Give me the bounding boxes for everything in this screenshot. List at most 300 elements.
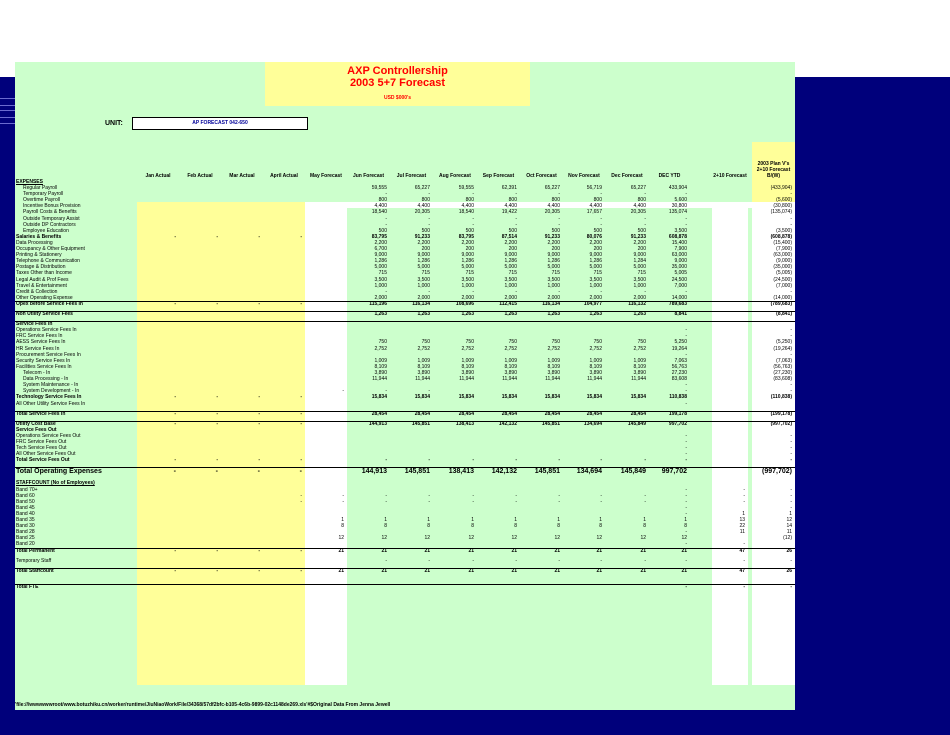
cell-value[interactable]: 3,500 xyxy=(417,277,430,283)
cell-value[interactable]: 1,000 xyxy=(589,283,602,289)
cell-value[interactable]: 1,009 xyxy=(633,358,646,364)
cell-value[interactable]: 21 xyxy=(640,548,646,554)
cell-value[interactable]: (19,264) xyxy=(773,346,792,352)
cell-value[interactable]: 8,109 xyxy=(461,364,474,370)
cell-value[interactable]: 5,000 xyxy=(633,264,646,270)
cell-value[interactable]: - xyxy=(258,394,260,400)
cell-value[interactable]: - xyxy=(790,352,792,358)
cell-value[interactable]: 7,063 xyxy=(674,358,687,364)
cell-value[interactable]: 5,005 xyxy=(674,270,687,276)
cell-value[interactable]: 4,400 xyxy=(633,203,646,209)
cell-value[interactable]: 3,500 xyxy=(374,277,387,283)
cell-value[interactable]: - xyxy=(385,499,387,505)
cell-value[interactable]: 1,000 xyxy=(461,283,474,289)
cell-value[interactable]: 715 xyxy=(593,270,602,276)
cell-value[interactable]: 80,076 xyxy=(586,234,602,240)
cell-value[interactable]: - xyxy=(174,411,176,417)
cell-value[interactable]: - xyxy=(300,421,302,427)
cell-value[interactable]: - xyxy=(216,457,218,463)
cell-value[interactable]: 116,134 xyxy=(542,301,560,307)
cell-value[interactable]: 1,263 xyxy=(504,311,517,317)
cell-value[interactable]: 2,000 xyxy=(504,295,517,301)
cell-value[interactable]: 800 xyxy=(551,197,560,203)
cell-value[interactable]: (7,900) xyxy=(776,246,792,252)
cell-value[interactable]: 138,413 xyxy=(455,421,474,427)
cell-value[interactable]: - xyxy=(258,457,260,463)
cell-value[interactable]: - xyxy=(644,457,646,463)
cell-value[interactable]: - xyxy=(300,411,302,417)
cell-value[interactable]: 750 xyxy=(421,339,430,345)
unit-value[interactable]: AP FORECAST 042-650 xyxy=(132,117,308,130)
cell-value[interactable]: 1,263 xyxy=(461,311,474,317)
cell-value[interactable]: 3,890 xyxy=(547,370,560,376)
cell-value[interactable]: (35,000) xyxy=(773,264,792,270)
cell-value[interactable]: 8 xyxy=(557,523,560,529)
cell-value[interactable]: 5,250 xyxy=(674,339,687,345)
cell-value[interactable]: 11,944 xyxy=(502,376,517,382)
cell-value[interactable]: 1,009 xyxy=(417,358,430,364)
cell-value[interactable]: 500 xyxy=(465,228,474,234)
cell-value[interactable]: 200 xyxy=(421,246,430,252)
cell-value[interactable]: - xyxy=(515,457,517,463)
cell-value[interactable]: - xyxy=(558,493,560,499)
cell-value[interactable]: - xyxy=(258,421,260,427)
cell-value[interactable]: - xyxy=(342,493,344,499)
cell-value[interactable]: 65,227 xyxy=(630,185,646,191)
cell-value[interactable]: 21 xyxy=(424,568,430,574)
cell-value[interactable]: - xyxy=(790,388,792,394)
cell-value[interactable]: 11 xyxy=(786,529,792,535)
cell-value[interactable]: 3,500 xyxy=(547,277,560,283)
cell-value[interactable]: - xyxy=(428,457,430,463)
cell-value[interactable]: - xyxy=(558,499,560,505)
cell-value[interactable]: - xyxy=(174,548,176,554)
cell-value[interactable]: 2,200 xyxy=(417,240,430,246)
cell-value[interactable]: 5,000 xyxy=(461,264,474,270)
cell-value[interactable]: - xyxy=(600,216,602,222)
cell-value[interactable]: - xyxy=(685,451,687,457)
cell-value[interactable]: - xyxy=(685,493,687,499)
cell-value[interactable]: 8 xyxy=(427,523,430,529)
cell-value[interactable]: - xyxy=(385,457,387,463)
cell-value[interactable]: - xyxy=(790,433,792,439)
cell-value[interactable]: 27,230 xyxy=(671,370,687,376)
cell-value[interactable]: (997,702) xyxy=(762,468,792,475)
cell-value[interactable]: - xyxy=(173,468,176,475)
cell-value[interactable]: 2,200 xyxy=(633,240,646,246)
cell-value[interactable]: - xyxy=(472,289,474,295)
cell-value[interactable]: (30,800) xyxy=(773,203,792,209)
cell-value[interactable]: 3,500 xyxy=(589,277,602,283)
cell-value[interactable]: - xyxy=(790,584,792,590)
cell-value[interactable]: (135,074) xyxy=(770,209,792,215)
cell-value[interactable]: - xyxy=(790,333,792,339)
cell-value[interactable]: 12 xyxy=(786,517,792,523)
cell-value[interactable]: - xyxy=(743,487,745,493)
cell-value[interactable]: - xyxy=(558,558,560,564)
cell-value[interactable]: 14,000 xyxy=(671,295,687,301)
cell-value[interactable]: - xyxy=(515,216,517,222)
cell-value[interactable]: 116,132 xyxy=(628,301,646,307)
cell-value[interactable]: 9,000 xyxy=(374,252,387,258)
cell-value[interactable]: 715 xyxy=(637,270,646,276)
cell-value[interactable]: 2,752 xyxy=(589,346,602,352)
cell-value[interactable]: 21 xyxy=(681,548,687,554)
cell-value[interactable]: - xyxy=(174,421,176,427)
cell-value[interactable]: 59,555 xyxy=(458,185,474,191)
cell-value[interactable]: - xyxy=(685,401,687,407)
cell-value[interactable]: 145,851 xyxy=(404,468,430,475)
cell-value[interactable]: - xyxy=(385,493,387,499)
cell-value[interactable]: (12) xyxy=(783,535,792,541)
cell-value[interactable]: 22 xyxy=(739,523,745,529)
cell-value[interactable]: 800 xyxy=(421,197,430,203)
cell-value[interactable]: 1,009 xyxy=(547,358,560,364)
cell-value[interactable]: - xyxy=(558,289,560,295)
cell-value[interactable]: - xyxy=(472,457,474,463)
cell-value[interactable]: - xyxy=(174,234,176,240)
cell-value[interactable]: (5,005) xyxy=(776,270,792,276)
cell-value[interactable]: 144,913 xyxy=(368,421,387,427)
cell-value[interactable]: 2,200 xyxy=(547,240,560,246)
cell-value[interactable]: 8 xyxy=(599,523,602,529)
cell-value[interactable]: 789,683 xyxy=(668,301,687,307)
cell-value[interactable]: 2,200 xyxy=(589,240,602,246)
cell-value[interactable]: 8,109 xyxy=(633,364,646,370)
cell-value[interactable]: 21 xyxy=(381,548,387,554)
cell-value[interactable]: (3,500) xyxy=(776,228,792,234)
cell-value[interactable]: 15,834 xyxy=(586,394,602,400)
cell-value[interactable]: (199,178) xyxy=(770,411,792,417)
cell-value[interactable]: - xyxy=(216,394,218,400)
cell-value[interactable]: 2,752 xyxy=(547,346,560,352)
cell-value[interactable]: 2,000 xyxy=(547,295,560,301)
cell-value[interactable]: 26 xyxy=(786,568,792,574)
cell-value[interactable]: 145,851 xyxy=(411,421,430,427)
cell-value[interactable]: 83,795 xyxy=(371,234,387,240)
cell-value[interactable]: 200 xyxy=(637,246,646,252)
cell-value[interactable]: 608,878 xyxy=(668,234,687,240)
cell-value[interactable]: - xyxy=(743,584,745,590)
cell-value[interactable]: 2,752 xyxy=(461,346,474,352)
cell-value[interactable]: 12 xyxy=(468,535,474,541)
cell-value[interactable]: - xyxy=(216,548,218,554)
cell-value[interactable]: - xyxy=(790,558,792,564)
cell-value[interactable]: 1,286 xyxy=(504,258,517,264)
cell-value[interactable]: (5,250) xyxy=(776,339,792,345)
cell-value[interactable]: 2,000 xyxy=(633,295,646,301)
cell-value[interactable]: 1 xyxy=(742,511,745,517)
cell-value[interactable]: 12 xyxy=(511,535,517,541)
cell-value[interactable]: - xyxy=(644,289,646,295)
cell-value[interactable]: 2,200 xyxy=(374,240,387,246)
cell-value[interactable]: 19,264 xyxy=(671,346,687,352)
cell-value[interactable]: 9,000 xyxy=(547,252,560,258)
cell-value[interactable]: 15,834 xyxy=(371,394,387,400)
cell-value[interactable]: - xyxy=(428,499,430,505)
cell-value[interactable]: 83,608 xyxy=(671,376,687,382)
cell-value[interactable]: - xyxy=(743,541,745,547)
cell-value[interactable]: - xyxy=(558,216,560,222)
cell-value[interactable]: 21 xyxy=(468,548,474,554)
cell-value[interactable]: 21 xyxy=(640,568,646,574)
cell-value[interactable]: 21 xyxy=(381,568,387,574)
cell-value[interactable]: (8,841) xyxy=(776,311,792,317)
cell-value[interactable]: 91,233 xyxy=(414,234,430,240)
cell-value[interactable]: 715 xyxy=(378,270,387,276)
cell-value[interactable]: 116,134 xyxy=(412,301,430,307)
cell-value[interactable]: 1,009 xyxy=(589,358,602,364)
cell-value[interactable]: - xyxy=(428,493,430,499)
cell-value[interactable]: 1,000 xyxy=(504,283,517,289)
cell-value[interactable]: - xyxy=(600,289,602,295)
cell-value[interactable]: 145,849 xyxy=(620,468,646,475)
cell-value[interactable]: - xyxy=(685,584,687,590)
cell-value[interactable]: 145,851 xyxy=(534,468,560,475)
cell-value[interactable]: - xyxy=(685,558,687,564)
cell-value[interactable]: 1,263 xyxy=(417,311,430,317)
cell-value[interactable]: - xyxy=(515,289,517,295)
cell-value[interactable]: (110,838) xyxy=(770,394,792,400)
cell-value[interactable]: 135,074 xyxy=(668,209,687,215)
cell-value[interactable]: 15,834 xyxy=(544,394,560,400)
cell-value[interactable]: (27,230) xyxy=(773,370,792,376)
cell-value[interactable]: 3,890 xyxy=(633,370,646,376)
cell-value[interactable]: 8 xyxy=(514,523,517,529)
cell-value[interactable]: 2,000 xyxy=(589,295,602,301)
cell-value[interactable]: 500 xyxy=(637,228,646,234)
cell-value[interactable]: - xyxy=(685,499,687,505)
cell-value[interactable]: 4,400 xyxy=(461,203,474,209)
cell-value[interactable]: 4,400 xyxy=(547,203,560,209)
cell-value[interactable]: - xyxy=(428,216,430,222)
cell-value[interactable]: - xyxy=(743,499,745,505)
cell-value[interactable]: 9,000 xyxy=(504,252,517,258)
cell-value[interactable]: - xyxy=(515,222,517,228)
cell-value[interactable]: 15,834 xyxy=(630,394,646,400)
cell-value[interactable]: - xyxy=(600,499,602,505)
cell-value[interactable]: - xyxy=(685,382,687,388)
cell-value[interactable]: 15,834 xyxy=(501,394,517,400)
cell-value[interactable]: 500 xyxy=(593,228,602,234)
cell-value[interactable]: 4,400 xyxy=(417,203,430,209)
cell-value[interactable]: 750 xyxy=(508,339,517,345)
cell-value[interactable]: 800 xyxy=(637,197,646,203)
cell-value[interactable]: - xyxy=(685,433,687,439)
cell-value[interactable]: 24,500 xyxy=(671,277,687,283)
cell-value[interactable]: 1 xyxy=(789,511,792,517)
cell-value[interactable]: 200 xyxy=(508,246,517,252)
cell-value[interactable]: - xyxy=(472,216,474,222)
cell-value[interactable]: 8,841 xyxy=(674,311,687,317)
cell-value[interactable]: 1 xyxy=(427,517,430,523)
cell-value[interactable]: 200 xyxy=(593,246,602,252)
cell-value[interactable]: 1 xyxy=(684,517,687,523)
cell-value[interactable]: 56,719 xyxy=(586,185,602,191)
cell-value[interactable]: - xyxy=(644,558,646,564)
cell-value[interactable]: 28,454 xyxy=(586,411,602,417)
cell-value[interactable]: - xyxy=(385,222,387,228)
cell-value[interactable]: 11,944 xyxy=(372,376,387,382)
cell-value[interactable]: 138,413 xyxy=(448,468,474,475)
cell-value[interactable]: 1,286 xyxy=(374,258,387,264)
cell-value[interactable]: 21 xyxy=(338,548,344,554)
cell-value[interactable]: 20,305 xyxy=(630,209,646,215)
cell-value[interactable]: 500 xyxy=(551,228,560,234)
cell-value[interactable]: - xyxy=(515,493,517,499)
cell-value[interactable]: 21 xyxy=(338,568,344,574)
cell-value[interactable]: 3,500 xyxy=(633,277,646,283)
cell-value[interactable]: 20,305 xyxy=(544,209,560,215)
cell-value[interactable]: - xyxy=(472,499,474,505)
cell-value[interactable]: 112,415 xyxy=(499,301,517,307)
cell-value[interactable]: 9,000 xyxy=(417,252,430,258)
cell-value[interactable]: - xyxy=(600,222,602,228)
cell-value[interactable]: 2,752 xyxy=(417,346,430,352)
cell-value[interactable]: - xyxy=(300,568,302,574)
cell-value[interactable]: - xyxy=(685,222,687,228)
cell-value[interactable]: 5,000 xyxy=(374,264,387,270)
cell-value[interactable]: - xyxy=(685,333,687,339)
cell-value[interactable]: 750 xyxy=(465,339,474,345)
cell-value[interactable]: - xyxy=(385,558,387,564)
cell-value[interactable]: - xyxy=(300,548,302,554)
cell-value[interactable]: 1,286 xyxy=(461,258,474,264)
cell-value[interactable]: 30,800 xyxy=(671,203,687,209)
cell-value[interactable]: 8 xyxy=(471,523,474,529)
cell-value[interactable]: 3,890 xyxy=(461,370,474,376)
cell-value[interactable]: 47 xyxy=(739,548,745,554)
cell-value[interactable]: - xyxy=(300,499,302,505)
cell-value[interactable]: 750 xyxy=(378,339,387,345)
cell-value[interactable]: 28,454 xyxy=(371,411,387,417)
cell-value[interactable]: 9,000 xyxy=(461,252,474,258)
cell-value[interactable]: - xyxy=(174,568,176,574)
cell-value[interactable]: 8,109 xyxy=(374,364,387,370)
cell-value[interactable]: - xyxy=(216,568,218,574)
cell-value[interactable]: 1 xyxy=(384,517,387,523)
cell-value[interactable]: 47 xyxy=(739,568,745,574)
cell-value[interactable]: 12 xyxy=(381,535,387,541)
cell-value[interactable]: - xyxy=(790,487,792,493)
cell-value[interactable]: 7,900 xyxy=(674,246,687,252)
cell-value[interactable]: 56,763 xyxy=(671,364,687,370)
cell-value[interactable]: - xyxy=(300,457,302,463)
cell-value[interactable]: 1,009 xyxy=(504,358,517,364)
cell-value[interactable]: 433,904 xyxy=(668,185,687,191)
cell-value[interactable]: 11,944 xyxy=(459,376,474,382)
cell-value[interactable]: 6,700 xyxy=(374,246,387,252)
cell-value[interactable]: - xyxy=(743,558,745,564)
cell-value[interactable]: 1 xyxy=(471,517,474,523)
cell-value[interactable]: 142,132 xyxy=(491,468,517,475)
cell-value[interactable]: - xyxy=(216,411,218,417)
cell-value[interactable]: - xyxy=(685,457,687,463)
cell-value[interactable]: 134,694 xyxy=(583,421,602,427)
cell-value[interactable]: 11,944 xyxy=(415,376,430,382)
cell-value[interactable]: 1,263 xyxy=(633,311,646,317)
cell-value[interactable]: 11,944 xyxy=(631,376,646,382)
cell-value[interactable]: 21 xyxy=(511,568,517,574)
cell-value[interactable]: 800 xyxy=(508,197,517,203)
cell-value[interactable]: - xyxy=(790,439,792,445)
cell-value[interactable]: 104,977 xyxy=(583,301,602,307)
cell-value[interactable]: 715 xyxy=(508,270,517,276)
cell-value[interactable]: 1,263 xyxy=(547,311,560,317)
cell-value[interactable]: 7,000 xyxy=(674,283,687,289)
cell-value[interactable]: 21 xyxy=(554,548,560,554)
cell-value[interactable]: 17,657 xyxy=(586,209,602,215)
cell-value[interactable]: 715 xyxy=(465,270,474,276)
cell-value[interactable]: 12 xyxy=(596,535,602,541)
cell-value[interactable]: 134,694 xyxy=(576,468,602,475)
cell-value[interactable]: - xyxy=(685,352,687,358)
cell-value[interactable]: - xyxy=(685,327,687,333)
cell-value[interactable]: - xyxy=(258,301,260,307)
cell-value[interactable]: - xyxy=(558,457,560,463)
cell-value[interactable]: - xyxy=(790,216,792,222)
cell-value[interactable]: - xyxy=(300,493,302,499)
cell-value[interactable]: 2,000 xyxy=(417,295,430,301)
cell-value[interactable]: - xyxy=(428,191,430,197)
cell-value[interactable]: 12 xyxy=(338,535,344,541)
cell-value[interactable]: - xyxy=(428,222,430,228)
cell-value[interactable]: 87,514 xyxy=(501,234,517,240)
cell-value[interactable]: - xyxy=(600,558,602,564)
cell-value[interactable]: 83,795 xyxy=(458,234,474,240)
cell-value[interactable]: 2,000 xyxy=(461,295,474,301)
cell-value[interactable]: 3,890 xyxy=(417,370,430,376)
cell-value[interactable]: 59,555 xyxy=(371,185,387,191)
cell-value[interactable]: - xyxy=(216,234,218,240)
cell-value[interactable]: (7,000) xyxy=(776,283,792,289)
cell-value[interactable]: 1 xyxy=(341,517,344,523)
cell-value[interactable]: 35,000 xyxy=(671,264,687,270)
cell-value[interactable]: - xyxy=(300,301,302,307)
cell-value[interactable]: 2,752 xyxy=(504,346,517,352)
cell-value[interactable]: - xyxy=(685,505,687,511)
cell-value[interactable]: - xyxy=(790,382,792,388)
cell-value[interactable]: 110,838 xyxy=(669,394,687,400)
cell-value[interactable]: 1 xyxy=(557,517,560,523)
cell-value[interactable]: (789,683) xyxy=(770,301,792,307)
cell-value[interactable]: 21 xyxy=(511,548,517,554)
cell-value[interactable]: 1,263 xyxy=(589,311,602,317)
cell-value[interactable]: 145,851 xyxy=(541,421,560,427)
cell-value[interactable]: 750 xyxy=(637,339,646,345)
cell-value[interactable]: 500 xyxy=(508,228,517,234)
cell-value[interactable]: 13 xyxy=(739,517,745,523)
cell-value[interactable]: - xyxy=(428,558,430,564)
cell-value[interactable]: - xyxy=(685,191,687,197)
cell-value[interactable]: - xyxy=(644,499,646,505)
cell-value[interactable]: - xyxy=(257,468,260,475)
cell-value[interactable]: 1 xyxy=(514,517,517,523)
cell-value[interactable]: - xyxy=(685,445,687,451)
cell-value[interactable]: 800 xyxy=(378,197,387,203)
cell-value[interactable]: 15,834 xyxy=(414,394,430,400)
cell-value[interactable]: - xyxy=(258,411,260,417)
cell-value[interactable]: 14 xyxy=(786,523,792,529)
cell-value[interactable]: 4,400 xyxy=(374,203,387,209)
cell-value[interactable]: 26 xyxy=(786,548,792,554)
cell-value[interactable]: 3,500 xyxy=(674,228,687,234)
cell-value[interactable]: 3,500 xyxy=(461,277,474,283)
cell-value[interactable]: 21 xyxy=(424,548,430,554)
cell-value[interactable]: - xyxy=(385,289,387,295)
cell-value[interactable]: 91,233 xyxy=(544,234,560,240)
cell-value[interactable]: 8,109 xyxy=(589,364,602,370)
